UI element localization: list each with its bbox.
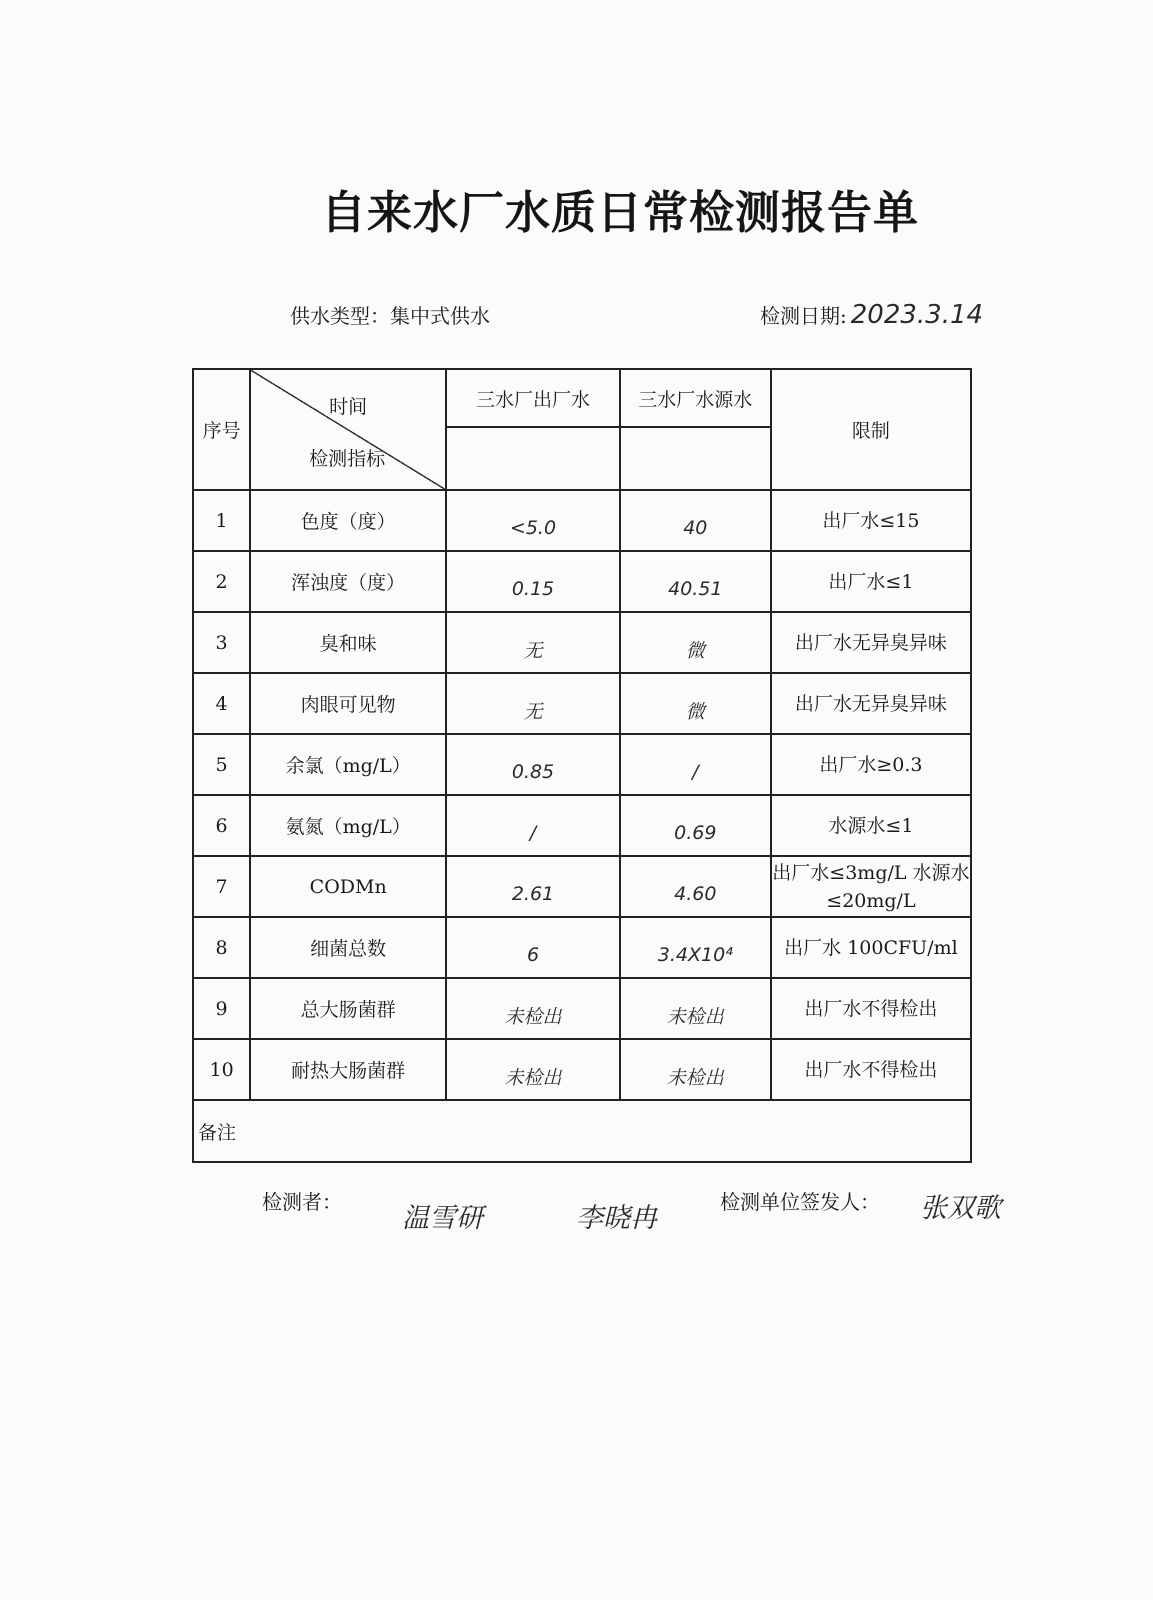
row-number: 3 [193,612,250,673]
row-limit: 出厂水≤1 [771,551,971,612]
row-value-source: 微 [620,673,771,734]
remark-row [193,1100,971,1162]
row-value-outlet: 6 [446,917,620,978]
row-item: 肉眼可见物 [250,673,446,734]
table-row [193,917,971,978]
row-number: 8 [193,917,250,978]
row-value-outlet: / [446,795,620,856]
remark-label: 备注 [198,1121,237,1144]
row-limit: 出厂水≥0.3 [771,734,971,795]
row-number: 7 [193,856,250,917]
page-title: 自来水厂水质日常检测报告单 [320,186,919,239]
report-table [192,368,972,1163]
row-limit: 水源水≤1 [771,795,971,856]
limit-header: 限制 [771,369,971,490]
diag-bottom-label: 检测指标 [309,448,386,470]
col2-header: 三水厂水源水 [620,369,771,427]
row-item: 臭和味 [250,612,446,673]
row-number: 6 [193,795,250,856]
supply-type-value: 集中式供水 [390,304,490,328]
row-value-outlet: <5.0 [446,490,620,551]
table-row [193,978,971,1039]
row-limit: 出厂水不得检出 [771,1039,971,1100]
row-value-source: 3.4X10⁴ [620,917,771,978]
supply-type [290,300,490,329]
row-item: 细菌总数 [250,917,446,978]
row-value-outlet: 0.15 [446,551,620,612]
row-number: 2 [193,551,250,612]
issuer-label: 检测单位签发人： [720,1190,880,1214]
col1-subheader [446,427,620,490]
supply-type-label: 供水类型： [290,304,390,328]
col1-header: 三水厂出厂水 [446,369,620,427]
row-value-outlet: 未检出 [446,1039,620,1100]
row-item: 耐热大肠菌群 [250,1039,446,1100]
test-date [760,300,983,330]
table-row [193,734,971,795]
row-value-source: 40 [620,490,771,551]
row-item: 浑浊度（度） [250,551,446,612]
table-row [193,795,971,856]
table-row [193,673,971,734]
row-number: 1 [193,490,250,551]
test-date-label: 检测日期: [760,304,847,328]
row-limit: 出厂水≤15 [771,490,971,551]
row-limit: 出厂水 100CFU/ml [771,917,971,978]
diag-header [250,369,446,490]
row-value-source: 未检出 [620,1039,771,1100]
seq-header: 序号 [193,369,250,490]
row-limit: 出厂水无异臭异味 [771,612,971,673]
table-row [193,1039,971,1100]
tester1-signature: 温雪研 [402,1203,483,1234]
diag-top-label: 时间 [329,396,368,418]
row-item: 余氯（mg/L） [250,734,446,795]
row-value-outlet: 2.61 [446,856,620,917]
row-value-outlet: 未检出 [446,978,620,1039]
row-value-source: 0.69 [620,795,771,856]
row-number: 9 [193,978,250,1039]
row-item: CODMn [250,856,446,917]
table-row [193,551,971,612]
row-number: 4 [193,673,250,734]
row-value-source: 40.51 [620,551,771,612]
row-limit: 出厂水不得检出 [771,978,971,1039]
row-value-outlet: 无 [446,673,620,734]
col2-subheader [620,427,771,490]
table-row [193,612,971,673]
row-item: 色度（度） [250,490,446,551]
row-value-outlet: 无 [446,612,620,673]
tester2-signature: 李晓冉 [576,1203,657,1234]
table-row [193,490,971,551]
row-limit: 出厂水≤3mg/L 水源水≤20mg/L [771,856,971,917]
table-row [193,856,971,917]
issuer-signature: 张双歌 [920,1193,1001,1224]
row-value-source: 未检出 [620,978,771,1039]
row-item: 总大肠菌群 [250,978,446,1039]
row-value-source: / [620,734,771,795]
row-value-source: 微 [620,612,771,673]
test-date-value: 2023.3.14 [850,300,984,330]
row-limit: 出厂水无异臭异味 [771,673,971,734]
row-item: 氨氮（mg/L） [250,795,446,856]
row-value-source: 4.60 [620,856,771,917]
tester-label: 检测者： [262,1190,342,1214]
row-number: 10 [193,1039,250,1100]
row-number: 5 [193,734,250,795]
table-body [193,490,971,1100]
row-value-outlet: 0.85 [446,734,620,795]
